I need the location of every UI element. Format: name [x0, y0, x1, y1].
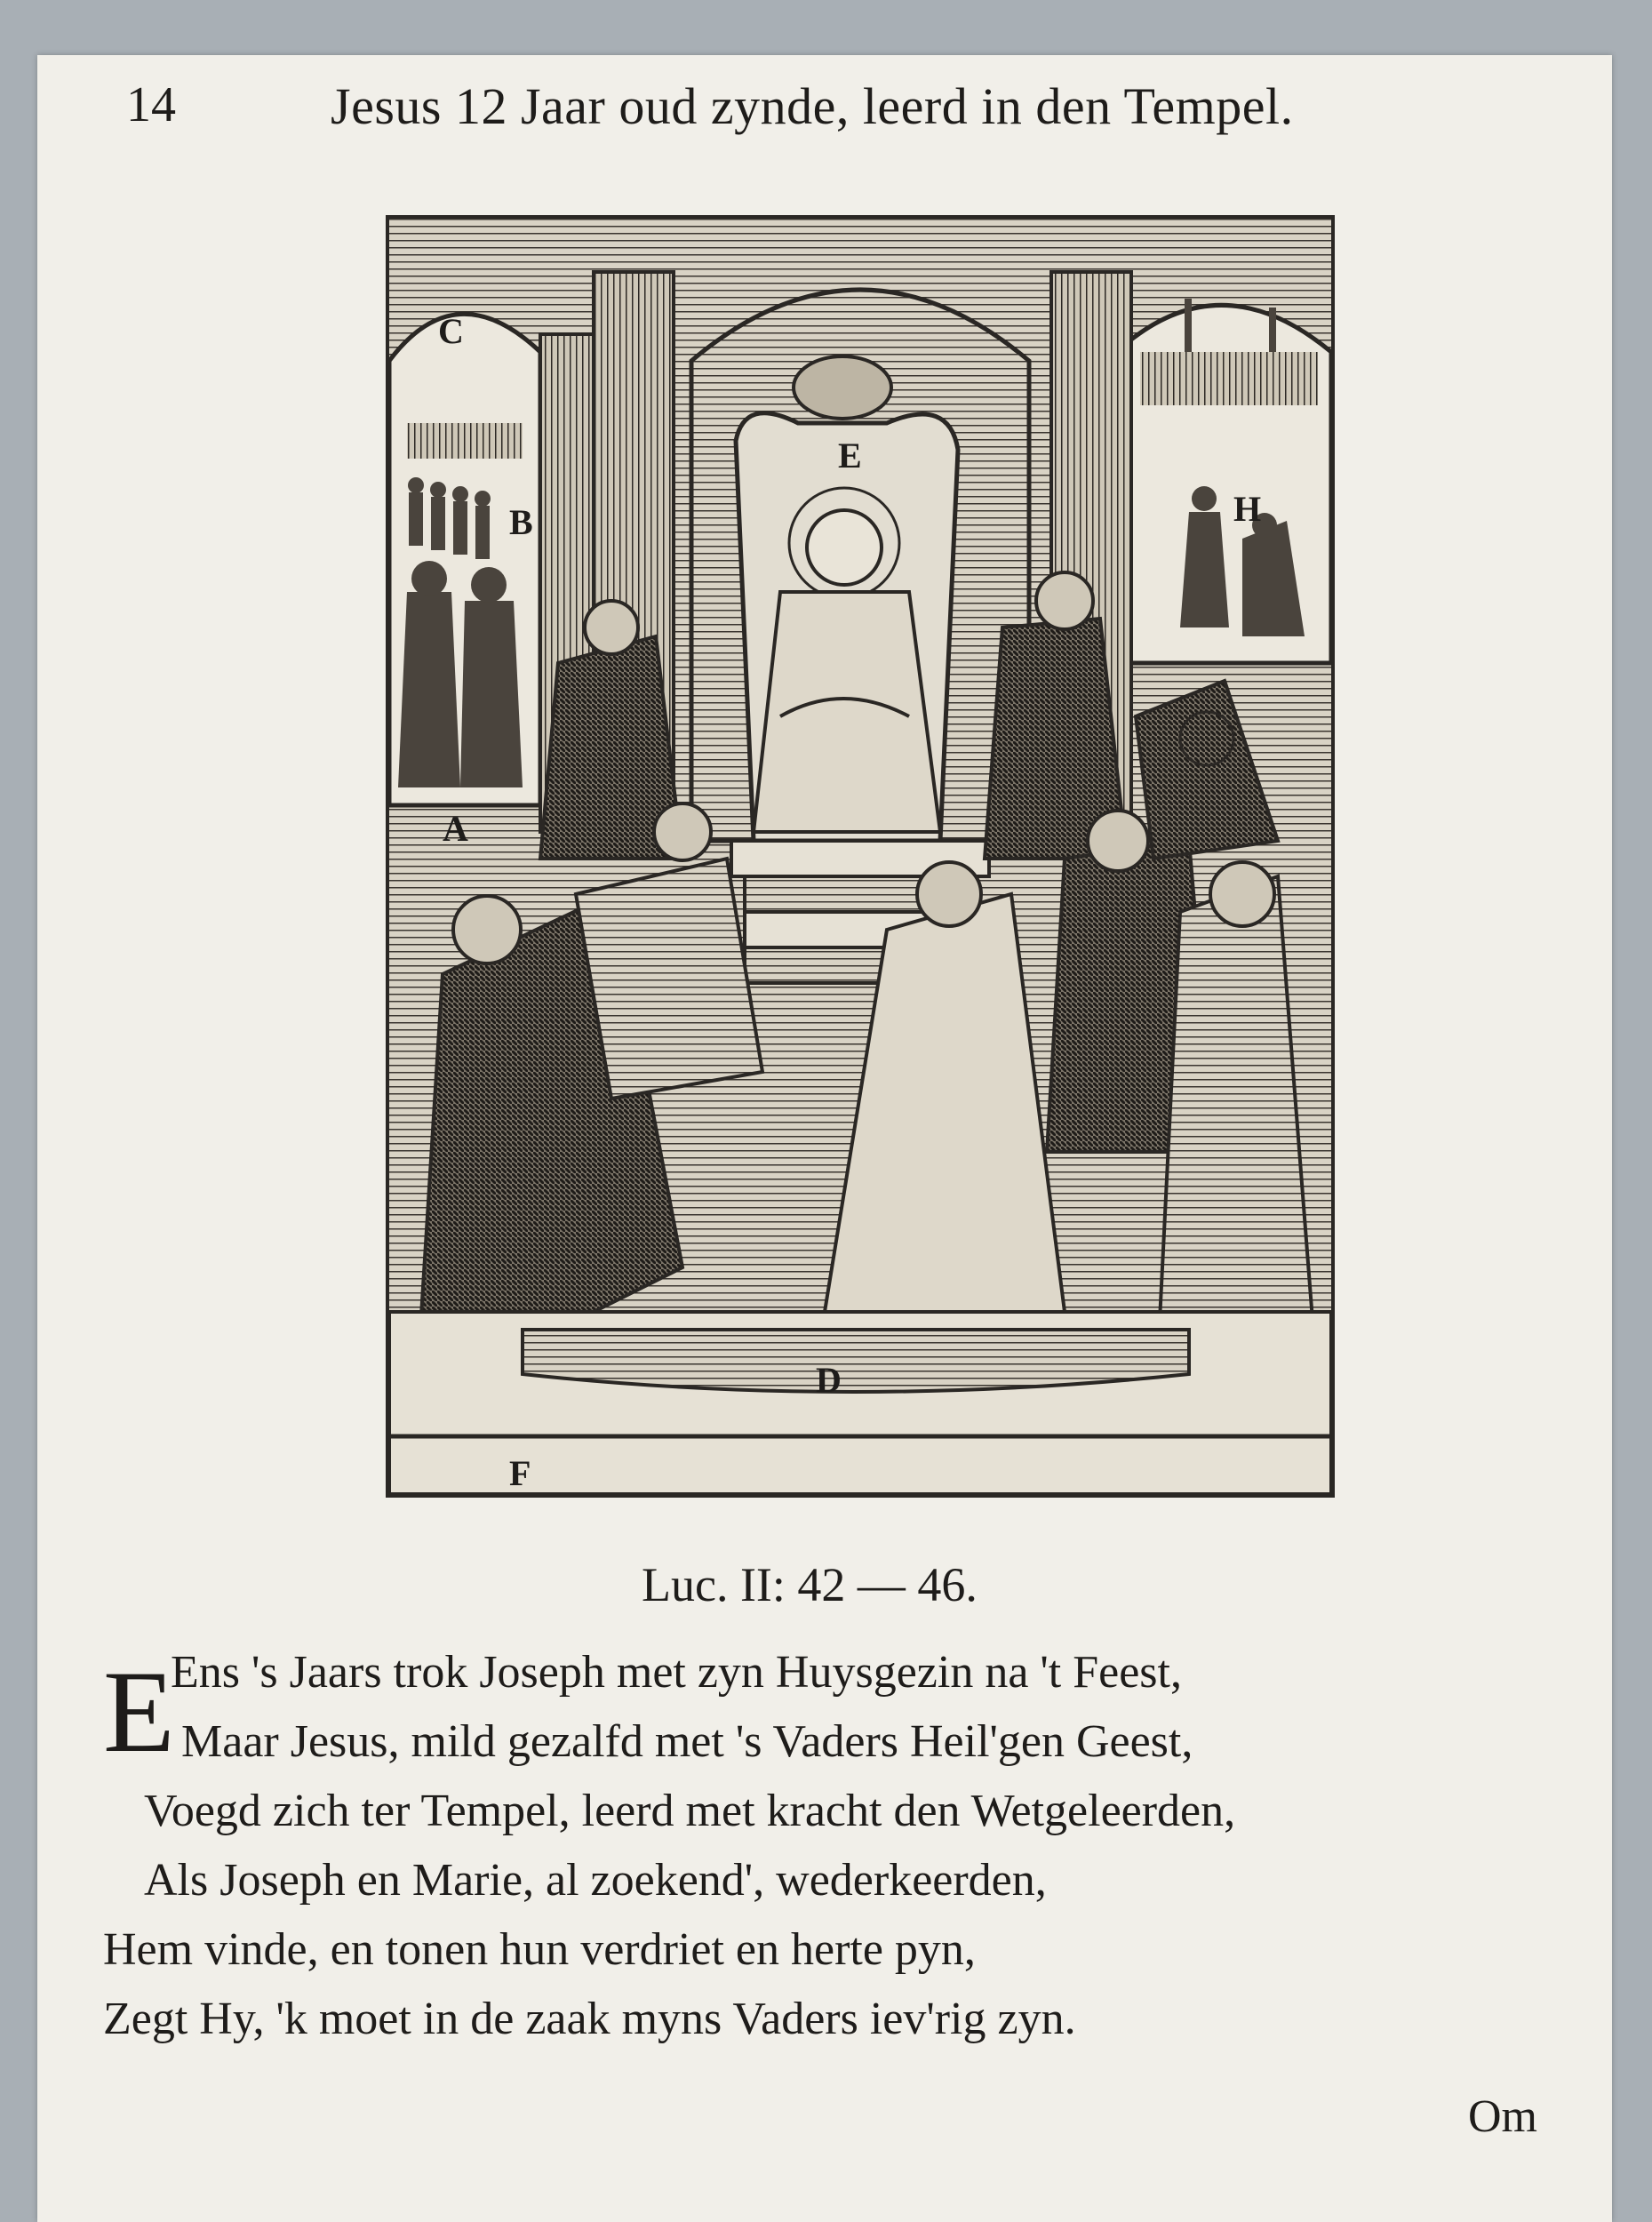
woodcut-scene — [389, 219, 1331, 1494]
catchword: Om — [1468, 2091, 1537, 2142]
running-title: Jesus 12 Jaar oud zynde, leerd in den Tempel. — [331, 77, 1294, 135]
verse-line-5: Hem vinde, en tonen hun verdriet en herte pyn, — [103, 1924, 976, 1975]
drop-cap: E — [103, 1646, 175, 1777]
label-c: C — [438, 311, 464, 351]
label-e: E — [838, 436, 862, 476]
verse-line-3: Voegd zich ter Tempel, leerd met kracht den Wetgeleerden, — [144, 1786, 1236, 1836]
verse-line-6: Zegt Hy, 'k moet in de zaak myns Vaders iev'rig zyn. — [103, 1994, 1076, 2044]
scripture-citation: Luc. II: 42 — 46. — [642, 1558, 978, 1611]
label-d: D — [816, 1360, 842, 1400]
verse-line-1: Ens 's Jaars trok Joseph met zyn Huysgezin na 't Feest, — [171, 1647, 1182, 1698]
book-page — [37, 55, 1612, 2222]
label-a: A — [443, 809, 468, 849]
page-number: 14 — [126, 77, 176, 132]
verse-line-2: Maar Jesus, mild gezalfd met 's Vaders Heil'gen Geest, — [181, 1716, 1193, 1767]
label-h: H — [1233, 489, 1262, 529]
label-b: B — [509, 502, 533, 542]
crown-ornament — [794, 356, 891, 419]
platform-step — [523, 1330, 1189, 1392]
label-f: F — [509, 1453, 531, 1493]
woodcut-illustration — [386, 215, 1335, 1498]
verse-line-4: Als Joseph en Marie, al zoekend', wederkeerden, — [144, 1855, 1047, 1906]
